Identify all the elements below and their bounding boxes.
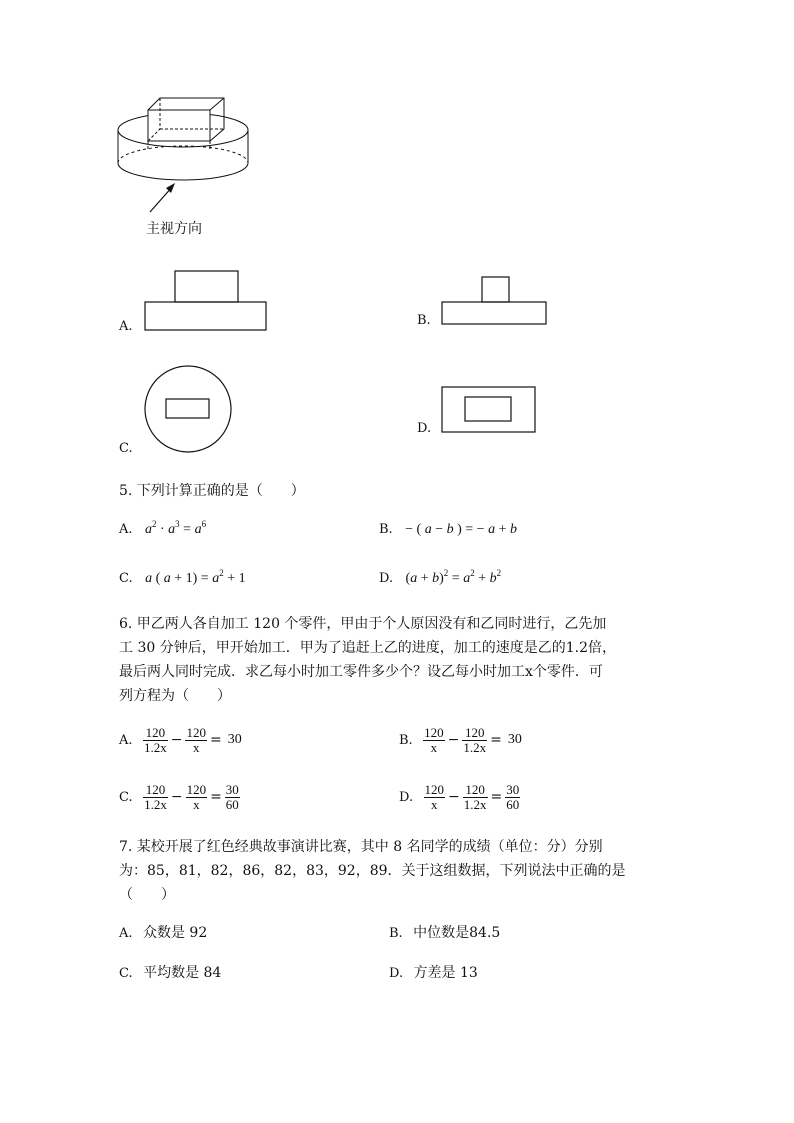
q7-line-2: 为：85，81，82，86，82，83，92，89．关于这组数据，下列说法中正确的是	[119, 863, 626, 879]
q6-option-c-label: C.	[119, 790, 133, 805]
q6c-frac1-den: 1.2x	[144, 796, 167, 812]
q7-option-b	[389, 921, 500, 946]
equals-sign: =	[490, 789, 503, 805]
q6b-frac2-den: 1.2x	[463, 739, 487, 755]
q6-option-d	[399, 780, 520, 815]
q6-line-2: 工 30 分钟后，甲开始加工．甲为了追赶上乙的进度，加工的速度是乙的1.2倍，	[119, 640, 616, 656]
q7-option-c-text: 平均数是 84	[143, 965, 222, 981]
q4-option-d-figure	[440, 385, 538, 435]
q6d-rhs-num: 30	[506, 781, 520, 797]
q6a-rhs: 30	[227, 732, 242, 747]
q7-option-a	[119, 921, 207, 946]
q6-line-1: 6. 甲乙两人各自加工 120 个零件，甲由于个人原因没有和乙同时进行，乙先加	[119, 616, 607, 632]
q6b-frac1-den: x	[430, 739, 438, 755]
q7-option-c	[119, 961, 221, 986]
q7-option-d-text: 方差是 13	[413, 965, 478, 981]
q7-line-1: 7. 某校开展了红色经典故事演讲比赛，其中 8 名同学的成绩（单位：分）分别	[119, 839, 603, 855]
q6d-frac1-num: 120	[424, 781, 445, 797]
equals-sign: =	[209, 732, 222, 748]
q6-option-b	[399, 723, 525, 758]
q6-option-a	[119, 723, 245, 758]
minus-sign: −	[447, 732, 460, 748]
q4-option-a-figure	[143, 270, 269, 334]
equals-sign: =	[490, 732, 502, 748]
q6d-frac1-den: x	[431, 796, 438, 812]
q6-option-b-label: B.	[399, 733, 413, 748]
q5-option-b-label: B.	[379, 522, 393, 537]
q5-option-d-label: D.	[379, 571, 394, 586]
q4-option-a-label: A.	[119, 319, 133, 334]
q5-option-c: C. a ( $a + 1) = a^2 + 1$	[119, 568, 246, 586]
q6d-frac2-den: 1.2x	[463, 796, 487, 812]
minus-sign: −	[170, 732, 183, 748]
q7-option-d-label: D.	[389, 966, 404, 981]
q6c-rhs-num: 30	[225, 781, 239, 797]
q7-line-3: （ ）	[119, 887, 175, 903]
q4-option-d-label: D.	[417, 421, 432, 436]
q4-option-b-figure	[440, 275, 550, 327]
q6a-frac1-den: 1.2x	[143, 739, 167, 755]
q5-option-c-label: C.	[119, 571, 133, 586]
q6b-frac1-num: 120	[424, 724, 444, 740]
q7-option-b-text: 中位数是84.5	[413, 925, 501, 941]
q5-stem: 5. 下列计算正确的是（ ）	[119, 483, 305, 499]
q6a-frac2-num: 120	[186, 724, 206, 740]
q4-option-c-figure	[142, 364, 236, 458]
q6a-frac1-num: 120	[143, 726, 168, 741]
q6a-frac2-den: x	[192, 739, 200, 755]
q6b-rhs: 30	[507, 732, 522, 747]
q5-option-a-label: A.	[119, 522, 133, 537]
q5-option-b: B. − ( a − b ) = − a + b	[379, 522, 517, 537]
equals-sign: =	[210, 789, 222, 805]
q6d-rhs-den: 60	[506, 796, 520, 812]
q7-option-b-label: B.	[389, 926, 403, 941]
q6b-frac2-num: 120	[462, 726, 487, 741]
q7-option-c-label: C.	[119, 966, 133, 981]
q7-option-d	[389, 961, 478, 986]
q7-option-a-text: 众数是 92	[142, 925, 208, 941]
q6c-frac2-num: 120	[186, 781, 207, 797]
figure-caption: 主视方向	[146, 221, 202, 237]
q6c-frac1-num: 120	[143, 783, 168, 798]
minus-sign: −	[170, 789, 183, 805]
q6c-rhs-den: 60	[225, 796, 239, 812]
q6-option-a-label: A.	[119, 733, 133, 748]
minus-sign: −	[448, 789, 460, 805]
q6-line-4: 列方程为（ ）	[119, 688, 231, 704]
q4-option-b-label: B.	[417, 313, 431, 328]
q7-option-a-label: A.	[119, 926, 133, 941]
q6-line-3: 最后两人同时完成．求乙每小时加工零件多少个？设乙每小时加工x个零件．可	[119, 664, 603, 680]
q5-option-a: A. $a^2 \cdot a^3 = a^6$	[119, 519, 207, 537]
q4-option-c-label: C.	[119, 441, 133, 456]
q6c-frac2-den: x	[193, 796, 200, 812]
q5-option-d: D. $(a + b)^2 = a^2 + b^2$	[379, 568, 502, 586]
q6-option-c	[119, 780, 240, 815]
q6d-frac2-num: 120	[463, 783, 488, 798]
q6-option-d-label: D.	[399, 790, 414, 805]
